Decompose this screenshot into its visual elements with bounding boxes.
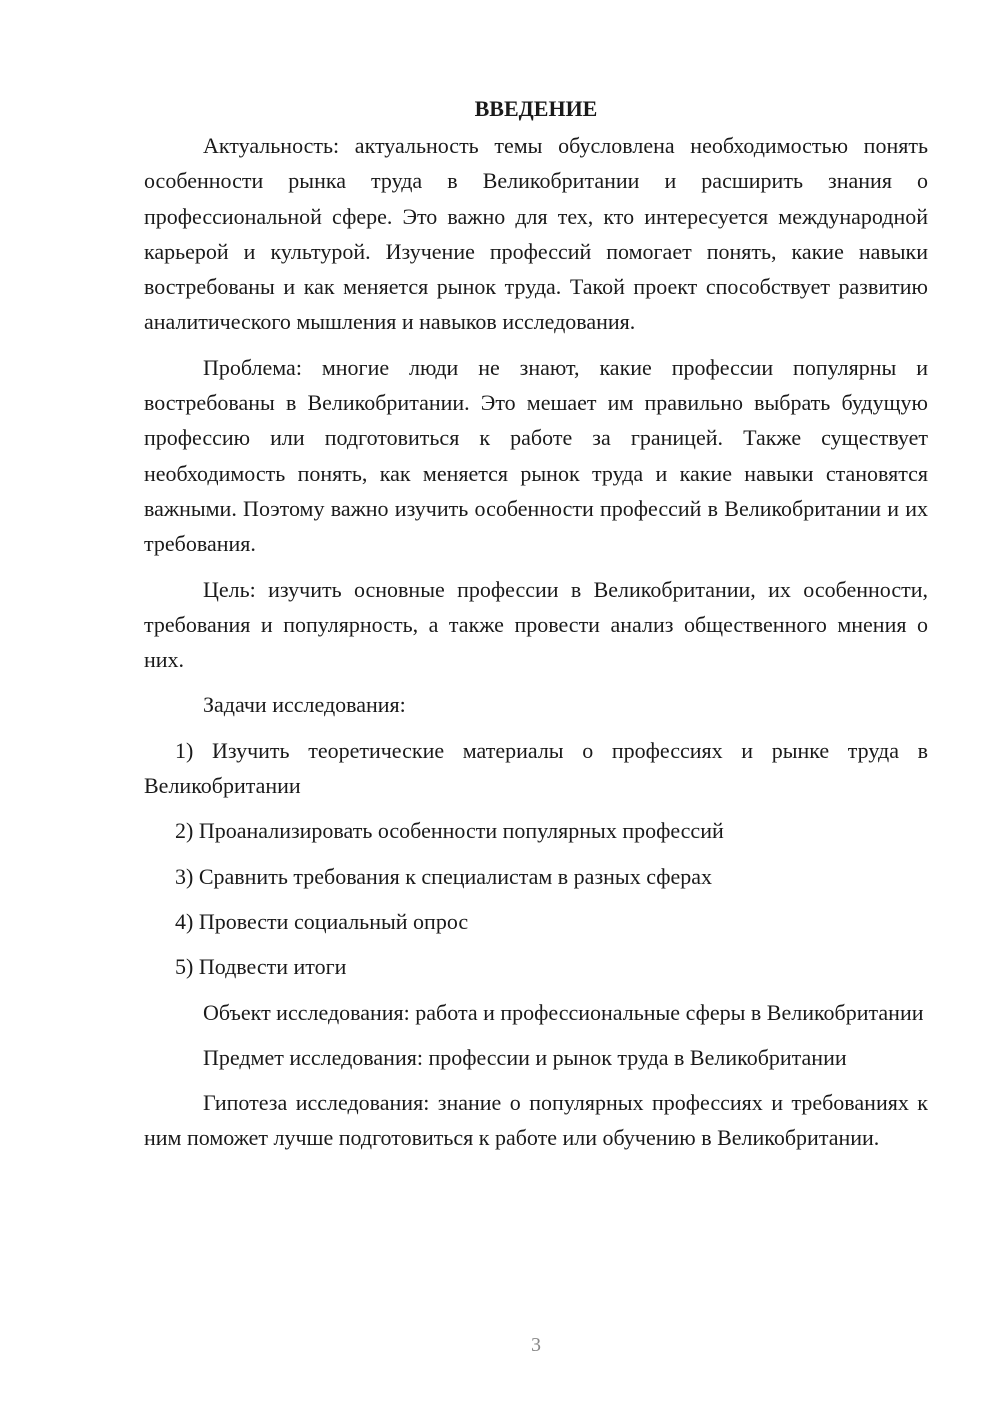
- task-item: 4) Провести социальный опрос: [175, 908, 469, 934]
- section-heading: ВВЕДЕНИЕ: [474, 96, 598, 121]
- paragraph-subject: Предмет исследования: профессии и рынок труда в Великобритании: [203, 1044, 847, 1070]
- task-item: 5) Подвести итоги: [175, 954, 347, 980]
- task-item: 3) Сравнить требования к специалистам в разных сферах: [175, 863, 713, 889]
- paragraph-problem: Проблема: многие люди не знают, какие профессии популярны и востребованы в Великобритании. Это мешает им правильно выбрать будущую профессию или подготовиться к работе за границей. Также существует необходимость понять, как меняется рынок труда и какие навыки становятся важными. Поэтому важно изучить особенности профессий в Великобритании и их требования.: [144, 354, 928, 557]
- document-page: [144, 94, 928, 1166]
- paragraph-goal: Цель: изучить основные профессии в Великобритании, их особенности, требования и популярность, а также провести анализ общественного мнения о них.: [144, 576, 928, 673]
- paragraph-object: Объект исследования: работа и профессиональные сферы в Великобритании: [203, 999, 924, 1025]
- paragraph-relevance: Актуальность: актуальность темы обусловлена необходимостью понять особенности рынка труда в Великобритании и расширить знания о профессиональной сфере. Это важно для тех, кто интересуется международной карьерой и культурой. Изучение профессий помогает понять, какие навыки востребованы и как меняется рынок труда. Такой проект способствует развитию аналитического мышления и навыков исследования.: [144, 133, 928, 335]
- task-item: 2) Проанализировать особенности популярных профессий: [175, 818, 724, 844]
- task-item: 1) Изучить теоретические материалы о профессиях и рынке труда в Великобритании: [144, 737, 928, 799]
- page-number: 3: [531, 1334, 541, 1356]
- paragraph-hypothesis: Гипотеза исследования: знание о популярных профессиях и требованиях к ним поможет лучше подготовиться к работе или обучению в Великобритании.: [144, 1090, 928, 1151]
- tasks-title: Задачи исследования:: [203, 692, 406, 718]
